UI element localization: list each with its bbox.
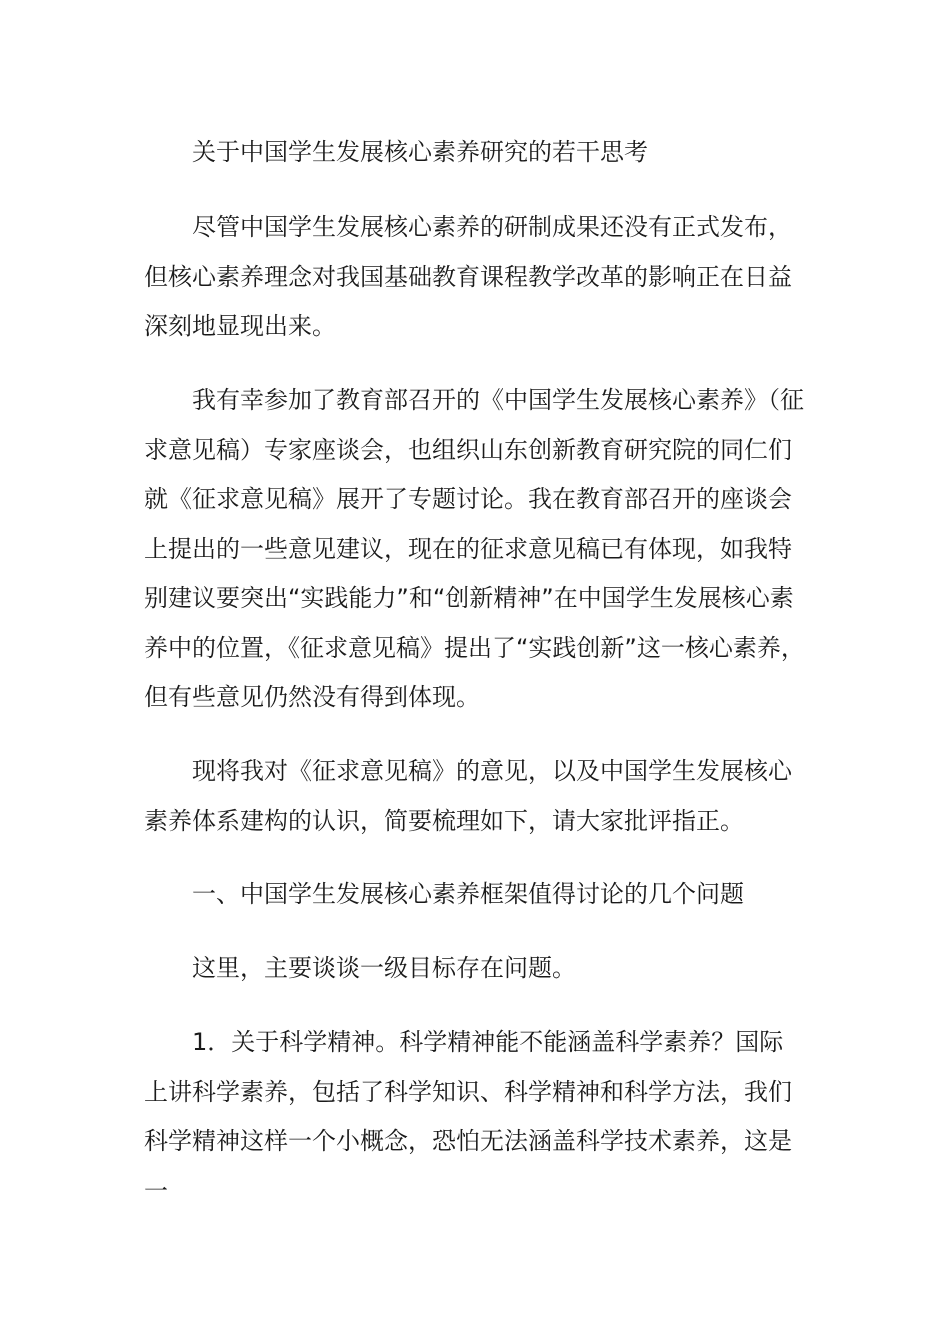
paragraph-intro: 尽管中国学生发展核心素养的研制成果还没有正式发布，但核心素养理念对我国基础教育课程教学改革的影响正在日益深刻地显现出来。	[144, 213, 792, 340]
paragraph-summary: 现将我对《征求意见稿》的意见，以及中国学生发展核心素养体系建构的认识，简要梳理如下，请大家批评指正。	[144, 757, 792, 835]
document-title: 关于中国学生发展核心素养研究的若干思考	[192, 138, 648, 166]
section-heading-1: 一、中国学生发展核心素养框架值得讨论的几个问题	[192, 880, 744, 908]
paragraph-section-intro: 这里，主要谈谈一级目标存在问题。	[192, 954, 576, 982]
paragraph-science-spirit: 1．关于科学精神。科学精神能不能涵盖科学素养？国际上讲科学素养，包括了科学知识、科学精神和科学方法，我们科学精神这样一个小概念，恐怕无法涵盖科学技术素养，这是一	[144, 1028, 792, 1205]
paragraph-symposium: 我有幸参加了教育部召开的《中国学生发展核心素养》（征求意见稿）专家座谈会，也组织山东创新教育研究院的同仁们就《征求意见稿》展开了专题讨论。我在教育部召开的座谈会上提出的一些意见建议，现在的征求意见稿已有体现，如我特别建议要突出“实践能力”和“创新精神”在中国学生发展核心素养中的位置，《征求意见稿》提出了“实践创新”这一核心素养，但有些意见仍然没有得到体现。	[144, 386, 805, 711]
